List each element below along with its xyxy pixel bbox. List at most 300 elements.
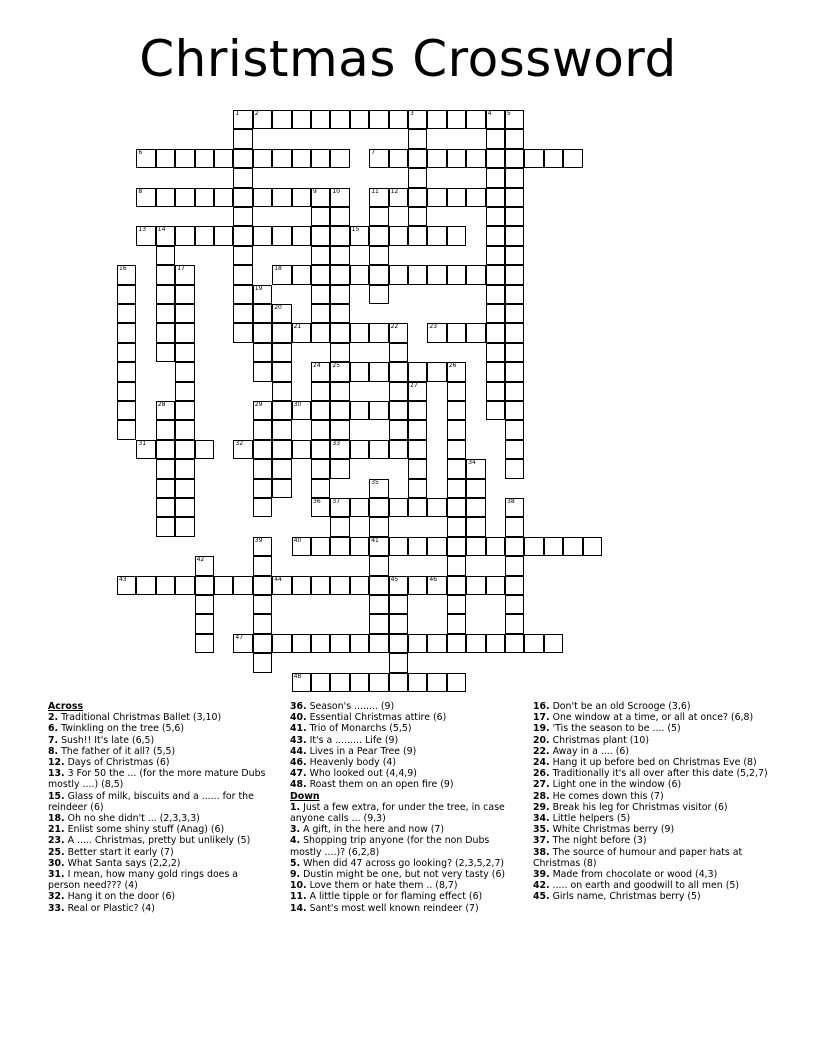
grid-cell[interactable] <box>311 401 330 420</box>
grid-cell[interactable] <box>486 149 505 168</box>
grid-cell[interactable] <box>136 226 155 245</box>
grid-cell[interactable] <box>427 634 446 653</box>
grid-cell[interactable] <box>253 537 272 556</box>
grid-cell[interactable] <box>253 595 272 614</box>
grid-cell[interactable] <box>311 246 330 265</box>
grid-cell[interactable] <box>330 207 349 226</box>
grid-cell[interactable] <box>563 537 582 556</box>
grid-cell[interactable] <box>369 673 388 692</box>
grid-cell[interactable] <box>447 265 466 284</box>
grid-cell[interactable] <box>272 440 291 459</box>
grid-cell[interactable] <box>466 110 485 129</box>
grid-cell[interactable] <box>253 634 272 653</box>
grid-cell[interactable] <box>214 188 233 207</box>
grid-cell[interactable] <box>447 595 466 614</box>
grid-cell[interactable] <box>389 576 408 595</box>
grid-cell[interactable] <box>330 188 349 207</box>
grid-cell[interactable] <box>505 168 524 187</box>
grid-cell[interactable] <box>486 362 505 381</box>
grid-cell[interactable] <box>195 149 214 168</box>
grid-cell[interactable] <box>505 110 524 129</box>
grid-cell[interactable] <box>136 576 155 595</box>
grid-cell[interactable] <box>524 537 543 556</box>
grid-cell[interactable] <box>253 420 272 439</box>
grid-cell[interactable] <box>505 343 524 362</box>
grid-cell[interactable] <box>389 653 408 672</box>
grid-cell[interactable] <box>156 226 175 245</box>
grid-cell[interactable] <box>175 420 194 439</box>
grid-cell[interactable] <box>175 362 194 381</box>
grid-cell[interactable] <box>505 323 524 342</box>
grid-cell[interactable] <box>408 362 427 381</box>
grid-cell[interactable] <box>330 459 349 478</box>
grid-cell[interactable] <box>272 304 291 323</box>
grid-cell[interactable] <box>408 537 427 556</box>
grid-cell[interactable] <box>447 517 466 536</box>
grid-cell[interactable] <box>117 382 136 401</box>
grid-cell[interactable] <box>389 498 408 517</box>
grid-cell[interactable] <box>408 188 427 207</box>
grid-cell[interactable] <box>156 479 175 498</box>
grid-cell[interactable] <box>156 323 175 342</box>
grid-cell[interactable] <box>486 226 505 245</box>
grid-cell[interactable] <box>253 576 272 595</box>
grid-cell[interactable] <box>369 537 388 556</box>
grid-cell[interactable] <box>156 304 175 323</box>
grid-cell[interactable] <box>350 362 369 381</box>
grid-cell[interactable] <box>466 634 485 653</box>
grid-cell[interactable] <box>272 265 291 284</box>
grid-cell[interactable] <box>311 207 330 226</box>
grid-cell[interactable] <box>427 265 446 284</box>
grid-cell[interactable] <box>330 304 349 323</box>
grid-cell[interactable] <box>175 188 194 207</box>
grid-cell[interactable] <box>389 401 408 420</box>
grid-cell[interactable] <box>156 517 175 536</box>
grid-cell[interactable] <box>350 634 369 653</box>
grid-cell[interactable] <box>330 420 349 439</box>
grid-cell[interactable] <box>524 149 543 168</box>
grid-cell[interactable] <box>311 149 330 168</box>
grid-cell[interactable] <box>253 323 272 342</box>
grid-cell[interactable] <box>447 556 466 575</box>
grid-cell[interactable] <box>486 634 505 653</box>
grid-cell[interactable] <box>350 401 369 420</box>
grid-cell[interactable] <box>408 207 427 226</box>
grid-cell[interactable] <box>253 440 272 459</box>
grid-cell[interactable] <box>272 188 291 207</box>
grid-cell[interactable] <box>544 537 563 556</box>
grid-cell[interactable] <box>447 382 466 401</box>
grid-cell[interactable] <box>369 634 388 653</box>
grid-cell[interactable] <box>505 149 524 168</box>
grid-cell[interactable] <box>524 634 543 653</box>
grid-cell[interactable] <box>505 537 524 556</box>
grid-cell[interactable] <box>195 440 214 459</box>
grid-cell[interactable] <box>292 149 311 168</box>
grid-cell[interactable] <box>117 304 136 323</box>
grid-cell[interactable] <box>272 362 291 381</box>
grid-cell[interactable] <box>408 382 427 401</box>
grid-cell[interactable] <box>311 498 330 517</box>
grid-cell[interactable] <box>447 634 466 653</box>
grid-cell[interactable] <box>427 537 446 556</box>
grid-cell[interactable] <box>195 226 214 245</box>
grid-cell[interactable] <box>156 246 175 265</box>
grid-cell[interactable] <box>447 401 466 420</box>
grid-cell[interactable] <box>466 517 485 536</box>
grid-cell[interactable] <box>408 459 427 478</box>
grid-cell[interactable] <box>253 653 272 672</box>
grid-cell[interactable] <box>486 110 505 129</box>
grid-cell[interactable] <box>330 149 349 168</box>
grid-cell[interactable] <box>253 188 272 207</box>
grid-cell[interactable] <box>156 420 175 439</box>
grid-cell[interactable] <box>233 265 252 284</box>
grid-cell[interactable] <box>272 459 291 478</box>
grid-cell[interactable] <box>156 343 175 362</box>
grid-cell[interactable] <box>233 304 252 323</box>
grid-cell[interactable] <box>136 149 155 168</box>
grid-cell[interactable] <box>156 459 175 478</box>
grid-cell[interactable] <box>486 323 505 342</box>
grid-cell[interactable] <box>233 168 252 187</box>
grid-cell[interactable] <box>156 576 175 595</box>
grid-cell[interactable] <box>330 440 349 459</box>
grid-cell[interactable] <box>330 265 349 284</box>
grid-cell[interactable] <box>369 556 388 575</box>
grid-cell[interactable] <box>292 226 311 245</box>
grid-cell[interactable] <box>175 343 194 362</box>
grid-cell[interactable] <box>486 168 505 187</box>
grid-cell[interactable] <box>330 673 349 692</box>
grid-cell[interactable] <box>369 110 388 129</box>
grid-cell[interactable] <box>117 323 136 342</box>
grid-cell[interactable] <box>311 479 330 498</box>
grid-cell[interactable] <box>311 323 330 342</box>
grid-cell[interactable] <box>253 226 272 245</box>
grid-cell[interactable] <box>389 110 408 129</box>
grid-cell[interactable] <box>505 401 524 420</box>
grid-cell[interactable] <box>505 362 524 381</box>
grid-cell[interactable] <box>311 304 330 323</box>
grid-cell[interactable] <box>253 401 272 420</box>
grid-cell[interactable] <box>505 265 524 284</box>
grid-cell[interactable] <box>233 149 252 168</box>
grid-cell[interactable] <box>136 440 155 459</box>
grid-cell[interactable] <box>233 207 252 226</box>
grid-cell[interactable] <box>369 323 388 342</box>
grid-cell[interactable] <box>447 188 466 207</box>
grid-cell[interactable] <box>486 401 505 420</box>
grid-cell[interactable] <box>369 188 388 207</box>
grid-cell[interactable] <box>389 673 408 692</box>
grid-cell[interactable] <box>505 382 524 401</box>
grid-cell[interactable] <box>427 498 446 517</box>
grid-cell[interactable] <box>311 673 330 692</box>
grid-cell[interactable] <box>369 401 388 420</box>
grid-cell[interactable] <box>292 440 311 459</box>
grid-cell[interactable] <box>272 420 291 439</box>
grid-cell[interactable] <box>214 149 233 168</box>
grid-cell[interactable] <box>272 149 291 168</box>
grid-cell[interactable] <box>175 401 194 420</box>
grid-cell[interactable] <box>292 634 311 653</box>
grid-cell[interactable] <box>408 226 427 245</box>
grid-cell[interactable] <box>311 110 330 129</box>
grid-cell[interactable] <box>408 168 427 187</box>
grid-cell[interactable] <box>175 459 194 478</box>
grid-cell[interactable] <box>505 614 524 633</box>
grid-cell[interactable] <box>466 459 485 478</box>
grid-cell[interactable] <box>292 323 311 342</box>
grid-cell[interactable] <box>233 634 252 653</box>
grid-cell[interactable] <box>330 401 349 420</box>
grid-cell[interactable] <box>117 362 136 381</box>
grid-cell[interactable] <box>466 537 485 556</box>
grid-cell[interactable] <box>447 226 466 245</box>
grid-cell[interactable] <box>486 265 505 284</box>
grid-cell[interactable] <box>292 537 311 556</box>
grid-cell[interactable] <box>408 479 427 498</box>
grid-cell[interactable] <box>466 188 485 207</box>
grid-cell[interactable] <box>272 479 291 498</box>
grid-cell[interactable] <box>486 207 505 226</box>
grid-cell[interactable] <box>330 110 349 129</box>
grid-cell[interactable] <box>447 110 466 129</box>
grid-cell[interactable] <box>505 304 524 323</box>
grid-cell[interactable] <box>175 498 194 517</box>
grid-cell[interactable] <box>214 576 233 595</box>
grid-cell[interactable] <box>292 265 311 284</box>
grid-cell[interactable] <box>427 362 446 381</box>
grid-cell[interactable] <box>233 188 252 207</box>
grid-cell[interactable] <box>253 149 272 168</box>
grid-cell[interactable] <box>292 188 311 207</box>
grid-cell[interactable] <box>408 673 427 692</box>
grid-cell[interactable] <box>505 556 524 575</box>
grid-cell[interactable] <box>466 479 485 498</box>
grid-cell[interactable] <box>330 285 349 304</box>
grid-cell[interactable] <box>272 226 291 245</box>
grid-cell[interactable] <box>486 129 505 148</box>
grid-cell[interactable] <box>253 614 272 633</box>
grid-cell[interactable] <box>311 285 330 304</box>
grid-cell[interactable] <box>311 188 330 207</box>
grid-cell[interactable] <box>330 498 349 517</box>
grid-cell[interactable] <box>447 323 466 342</box>
grid-cell[interactable] <box>272 323 291 342</box>
grid-cell[interactable] <box>544 149 563 168</box>
grid-cell[interactable] <box>253 459 272 478</box>
grid-cell[interactable] <box>389 226 408 245</box>
grid-cell[interactable] <box>505 459 524 478</box>
grid-cell[interactable] <box>505 634 524 653</box>
grid-cell[interactable] <box>369 517 388 536</box>
grid-cell[interactable] <box>233 285 252 304</box>
grid-cell[interactable] <box>447 537 466 556</box>
grid-cell[interactable] <box>389 362 408 381</box>
grid-cell[interactable] <box>427 149 446 168</box>
grid-cell[interactable] <box>466 576 485 595</box>
grid-cell[interactable] <box>311 362 330 381</box>
grid-cell[interactable] <box>505 246 524 265</box>
grid-cell[interactable] <box>233 576 252 595</box>
grid-cell[interactable] <box>505 226 524 245</box>
grid-cell[interactable] <box>292 401 311 420</box>
grid-cell[interactable] <box>505 129 524 148</box>
grid-cell[interactable] <box>233 246 252 265</box>
grid-cell[interactable] <box>447 576 466 595</box>
grid-cell[interactable] <box>311 440 330 459</box>
grid-cell[interactable] <box>330 362 349 381</box>
grid-cell[interactable] <box>389 440 408 459</box>
grid-cell[interactable] <box>505 285 524 304</box>
grid-cell[interactable] <box>175 517 194 536</box>
grid-cell[interactable] <box>369 440 388 459</box>
grid-cell[interactable] <box>117 343 136 362</box>
grid-cell[interactable] <box>136 188 155 207</box>
grid-cell[interactable] <box>156 440 175 459</box>
grid-cell[interactable] <box>156 265 175 284</box>
grid-cell[interactable] <box>408 265 427 284</box>
grid-cell[interactable] <box>253 285 272 304</box>
grid-cell[interactable] <box>447 459 466 478</box>
grid-cell[interactable] <box>466 323 485 342</box>
grid-cell[interactable] <box>350 537 369 556</box>
grid-cell[interactable] <box>175 479 194 498</box>
grid-cell[interactable] <box>272 634 291 653</box>
grid-cell[interactable] <box>311 382 330 401</box>
grid-cell[interactable] <box>195 595 214 614</box>
grid-cell[interactable] <box>408 440 427 459</box>
grid-cell[interactable] <box>389 188 408 207</box>
grid-cell[interactable] <box>253 110 272 129</box>
grid-cell[interactable] <box>486 537 505 556</box>
grid-cell[interactable] <box>466 149 485 168</box>
grid-cell[interactable] <box>447 673 466 692</box>
grid-cell[interactable] <box>311 459 330 478</box>
grid-cell[interactable] <box>447 149 466 168</box>
grid-cell[interactable] <box>505 188 524 207</box>
grid-cell[interactable] <box>253 343 272 362</box>
grid-cell[interactable] <box>350 110 369 129</box>
grid-cell[interactable] <box>175 382 194 401</box>
grid-cell[interactable] <box>214 226 233 245</box>
grid-cell[interactable] <box>350 323 369 342</box>
grid-cell[interactable] <box>583 537 602 556</box>
grid-cell[interactable] <box>447 498 466 517</box>
grid-cell[interactable] <box>447 479 466 498</box>
grid-cell[interactable] <box>369 614 388 633</box>
grid-cell[interactable] <box>330 323 349 342</box>
grid-cell[interactable] <box>369 265 388 284</box>
grid-cell[interactable] <box>369 595 388 614</box>
grid-cell[interactable] <box>408 498 427 517</box>
grid-cell[interactable] <box>117 401 136 420</box>
grid-cell[interactable] <box>350 226 369 245</box>
grid-cell[interactable] <box>117 285 136 304</box>
grid-cell[interactable] <box>369 498 388 517</box>
grid-cell[interactable] <box>389 149 408 168</box>
grid-cell[interactable] <box>486 576 505 595</box>
grid-cell[interactable] <box>253 498 272 517</box>
grid-cell[interactable] <box>427 323 446 342</box>
grid-cell[interactable] <box>447 440 466 459</box>
grid-cell[interactable] <box>311 634 330 653</box>
grid-cell[interactable] <box>369 207 388 226</box>
grid-cell[interactable] <box>486 382 505 401</box>
grid-cell[interactable] <box>389 265 408 284</box>
grid-cell[interactable] <box>195 614 214 633</box>
grid-cell[interactable] <box>389 343 408 362</box>
grid-cell[interactable] <box>427 188 446 207</box>
grid-cell[interactable] <box>156 401 175 420</box>
grid-cell[interactable] <box>369 362 388 381</box>
grid-cell[interactable] <box>233 129 252 148</box>
grid-cell[interactable] <box>253 304 272 323</box>
grid-cell[interactable] <box>408 129 427 148</box>
grid-cell[interactable] <box>447 614 466 633</box>
grid-cell[interactable] <box>311 576 330 595</box>
grid-cell[interactable] <box>389 420 408 439</box>
grid-cell[interactable] <box>292 110 311 129</box>
grid-cell[interactable] <box>427 110 446 129</box>
grid-cell[interactable] <box>330 226 349 245</box>
grid-cell[interactable] <box>330 537 349 556</box>
grid-cell[interactable] <box>350 498 369 517</box>
grid-cell[interactable] <box>156 498 175 517</box>
grid-cell[interactable] <box>233 110 252 129</box>
grid-cell[interactable] <box>466 265 485 284</box>
grid-cell[interactable] <box>389 382 408 401</box>
grid-cell[interactable] <box>350 673 369 692</box>
grid-cell[interactable] <box>486 285 505 304</box>
grid-cell[interactable] <box>156 188 175 207</box>
grid-cell[interactable] <box>563 149 582 168</box>
grid-cell[interactable] <box>272 382 291 401</box>
grid-cell[interactable] <box>175 440 194 459</box>
grid-cell[interactable] <box>369 285 388 304</box>
grid-cell[interactable] <box>408 401 427 420</box>
grid-cell[interactable] <box>427 576 446 595</box>
grid-cell[interactable] <box>505 595 524 614</box>
grid-cell[interactable] <box>311 537 330 556</box>
grid-cell[interactable] <box>175 576 194 595</box>
grid-cell[interactable] <box>350 265 369 284</box>
grid-cell[interactable] <box>369 149 388 168</box>
grid-cell[interactable] <box>175 285 194 304</box>
grid-cell[interactable] <box>195 634 214 653</box>
grid-cell[interactable] <box>253 362 272 381</box>
grid-cell[interactable] <box>195 188 214 207</box>
grid-cell[interactable] <box>486 246 505 265</box>
grid-cell[interactable] <box>350 576 369 595</box>
grid-cell[interactable] <box>272 343 291 362</box>
grid-cell[interactable] <box>311 420 330 439</box>
grid-cell[interactable] <box>408 576 427 595</box>
grid-cell[interactable] <box>195 556 214 575</box>
grid-cell[interactable] <box>156 149 175 168</box>
grid-cell[interactable] <box>486 188 505 207</box>
grid-cell[interactable] <box>311 226 330 245</box>
grid-cell[interactable] <box>156 285 175 304</box>
grid-cell[interactable] <box>408 149 427 168</box>
grid-cell[interactable] <box>466 498 485 517</box>
grid-cell[interactable] <box>486 343 505 362</box>
grid-cell[interactable] <box>408 110 427 129</box>
grid-cell[interactable] <box>447 420 466 439</box>
